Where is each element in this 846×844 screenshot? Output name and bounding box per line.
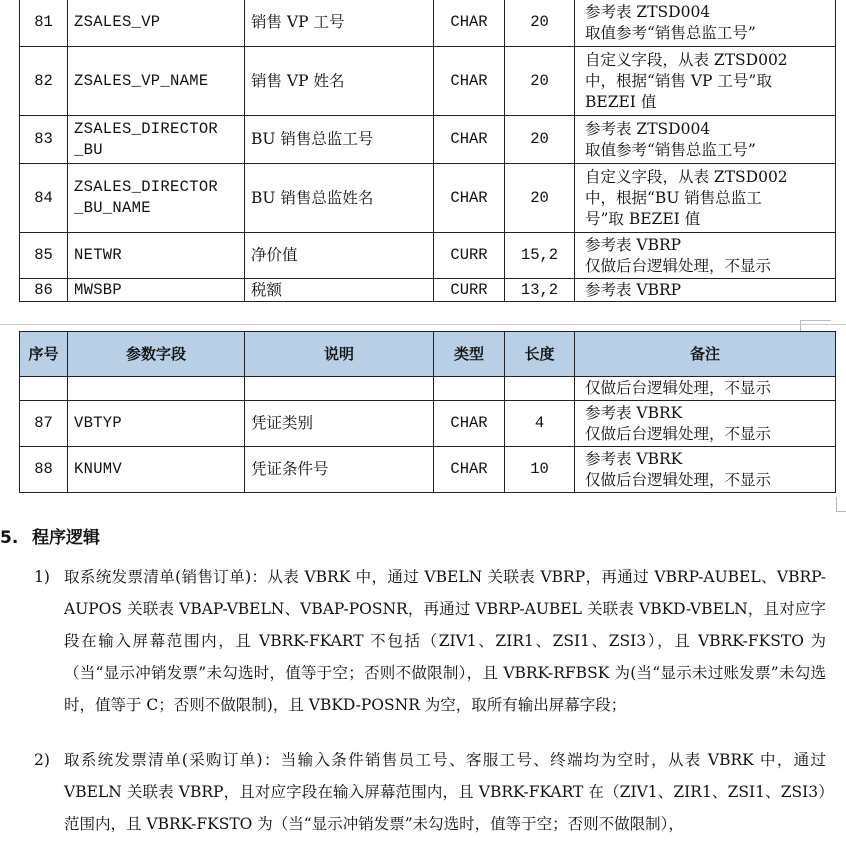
field-name: VBTYP xyxy=(68,401,245,447)
header-type: 类型 xyxy=(434,332,505,377)
page-corner-mark-2 xyxy=(836,497,846,512)
note-cell-line: 自定义字段，从表 ZTSD002 xyxy=(585,50,788,69)
note-cell xyxy=(575,116,836,164)
field-name xyxy=(68,164,245,233)
field-type: CHAR xyxy=(434,447,505,493)
row-number: 84 xyxy=(20,164,68,233)
note-cell-line: 参考表 VBRK xyxy=(585,403,683,422)
field-length: 13,2 xyxy=(505,279,575,302)
field-type: CHAR xyxy=(434,401,505,447)
row-number: 87 xyxy=(20,401,68,447)
note-cell-line: 参考表 VBRK xyxy=(585,449,683,468)
header-note: 备注 xyxy=(575,332,836,377)
field-description: 净价值 xyxy=(245,233,434,279)
field-name-line: _BU xyxy=(74,140,103,159)
field-name-line: _BU_NAME xyxy=(74,199,151,217)
note-cell: 仅做后台逻辑处理，不显示 xyxy=(575,377,836,401)
field-name: ZSALES_VP xyxy=(68,0,245,47)
field-description: 凭证类别 xyxy=(245,401,434,447)
note-cell-line: 仅做后台逻辑处理，不显示 xyxy=(585,256,772,275)
logic-item-2: 2) 取系统发票清单(采购订单)：当输入条件销售员工号、客服工号、终端均为空时，从表 VBRK 中，通过 VBELN 关联表 VBRP，且对应字段在输入屏幕范围内，且 VBRK-FKART 在（ZIV1、ZIR1、ZSI1、ZSI3）范围内，且 VBRK-FKSTO 为（当“显示冲销发票”未勾选时，值等于空；否则不做限制）， xyxy=(34,744,826,840)
field-name xyxy=(68,116,245,164)
field-length: 4 xyxy=(505,401,575,447)
row-number: 86 xyxy=(20,279,68,302)
header-len: 长度 xyxy=(505,332,575,377)
header-no: 序号 xyxy=(20,332,68,377)
field-description: BU 销售总监姓名 xyxy=(245,164,434,233)
table-header-row xyxy=(20,332,836,377)
row-number: 81 xyxy=(20,0,68,47)
note-cell xyxy=(575,47,836,116)
field-table-part1 xyxy=(19,0,836,302)
field-length: 20 xyxy=(505,47,575,116)
header-field: 参数字段 xyxy=(68,332,245,377)
note-cell-line: 参考表 ZTSD004 xyxy=(585,119,711,138)
field-type: CURR xyxy=(434,279,505,302)
table-row xyxy=(20,164,836,233)
note-cell-line: 仅做后台逻辑处理，不显示 xyxy=(585,424,772,443)
logic-item-1: 1) 取系统发票清单(销售订单)：从表 VBRK 中，通过 VBELN 关联表 VBRP，再通过 VBRP-AUBEL、VBRP-AUPOS 关联表 VBAP-VBELN、VBAP-POSNR，再通过 VBRP-AUBEL 关联表 VBKD-VBELN，且对应字段在输入屏幕范围内，且 VBRK-FKART 不包括（ZIV1、ZIR1、ZSI1、ZSI3），且 VBRK-FKSTO 为（当“显示冲销发票”未勾选时，值等于空；否则不做限制），且 VBRK-RFBSK 为(当“显示未过账发票”未勾选时，值等于 C；否则不做限制)，且 VBKD-POSNR 为空，取所有输出屏幕字段； xyxy=(34,561,826,721)
note-cell-line: 参考表 VBRP xyxy=(585,235,682,254)
note-cell xyxy=(575,0,836,47)
field-type: CURR xyxy=(434,233,505,279)
field-description: 销售 VP 姓名 xyxy=(245,47,434,116)
row-number: 85 xyxy=(20,233,68,279)
field-type: CHAR xyxy=(434,116,505,164)
note-cell xyxy=(575,279,836,302)
field-length: 15,2 xyxy=(505,233,575,279)
page-break-line xyxy=(0,324,846,325)
table-row-continuation xyxy=(20,377,836,401)
field-name: NETWR xyxy=(68,233,245,279)
note-cell-line: 中，根据“销售 VP 工号”取 xyxy=(585,71,772,90)
field-description: 凭证条件号 xyxy=(245,447,434,493)
field-name: MWSBP xyxy=(68,279,245,302)
field-type: CHAR xyxy=(434,164,505,233)
note-cell-line: BEZEI 值 xyxy=(585,92,657,111)
field-length: 10 xyxy=(505,447,575,493)
section-title: 程序逻辑 xyxy=(32,528,100,548)
field-description: 销售 VP 工号 xyxy=(245,0,434,47)
table-row xyxy=(20,233,836,279)
field-length: 20 xyxy=(505,0,575,47)
field-name-line: ZSALES_DIRECTOR xyxy=(74,119,219,138)
note-cell-line: 自定义字段，从表 ZTSD002 xyxy=(585,167,788,186)
note-cell-line: 仅做后台逻辑处理，不显示 xyxy=(585,470,772,489)
field-name-line: ZSALES_DIRECTOR xyxy=(74,178,219,196)
table-row xyxy=(20,279,836,302)
row-number: 83 xyxy=(20,116,68,164)
row-number: 88 xyxy=(20,447,68,493)
logic-item-text: 取系统发票清单(采购订单)：当输入条件销售员工号、客服工号、终端均为空时，从表 VBRK 中，通过 VBELN 关联表 VBRP，且对应字段在输入屏幕范围内，且 VBRK-FKART 在（ZIV1、ZIR1、ZSI1、ZSI3）范围内，且 VBRK-FKSTO 为（当“显示冲销发票”未勾选时，值等于空；否则不做限制）， xyxy=(64,751,826,833)
note-cell-line: 参考表 ZTSD004 xyxy=(585,2,711,21)
table-row xyxy=(20,47,836,116)
field-type: CHAR xyxy=(434,0,505,47)
table-row xyxy=(20,0,836,47)
field-type: CHAR xyxy=(434,47,505,116)
logic-item-text: 取系统发票清单(销售订单)：从表 VBRK 中，通过 VBELN 关联表 VBRP，再通过 VBRP-AUBEL、VBRP-AUPOS 关联表 VBAP-VBELN、VBAP-POSNR，再通过 VBRP-AUBEL 关联表 VBKD-VBELN，且对应字段在输入屏幕范围内，且 VBRK-FKART 不包括（ZIV1、ZIR1、ZSI1、ZSI3），且 VBRK-FKSTO 为（当“显示冲销发票”未勾选时，值等于空；否则不做限制），且 VBRK-RFBSK 为(当“显示未过账发票”未勾选时，值等于 C；否则不做限制)，且 VBKD-POSNR 为空，取所有输出屏幕字段； xyxy=(64,568,826,714)
note-cell xyxy=(575,233,836,279)
note-cell-line: 取值参考“销售总监工号” xyxy=(585,23,756,42)
note-cell-line: 参考表 VBRP xyxy=(585,280,682,299)
table-row xyxy=(20,116,836,164)
field-description: 税额 xyxy=(245,279,434,302)
note-cell xyxy=(575,164,836,233)
field-length: 20 xyxy=(505,116,575,164)
note-cell-line: 中，根据“BU 销售总监工 xyxy=(585,188,762,207)
field-table-part2 xyxy=(19,331,836,493)
note-cell-line: 取值参考“销售总监工号” xyxy=(585,140,756,159)
row-number: 82 xyxy=(20,47,68,116)
note-cell xyxy=(575,447,836,493)
field-description: BU 销售总监工号 xyxy=(245,116,434,164)
table-row xyxy=(20,447,836,493)
note-cell-line: 号”取 BEZEI 值 xyxy=(585,209,701,228)
section-heading: 5. 程序逻辑 xyxy=(0,528,100,548)
field-length: 20 xyxy=(505,164,575,233)
table-row xyxy=(20,401,836,447)
field-name: ZSALES_VP_NAME xyxy=(68,47,245,116)
field-name: KNUMV xyxy=(68,447,245,493)
note-cell xyxy=(575,401,836,447)
header-desc: 说明 xyxy=(245,332,434,377)
